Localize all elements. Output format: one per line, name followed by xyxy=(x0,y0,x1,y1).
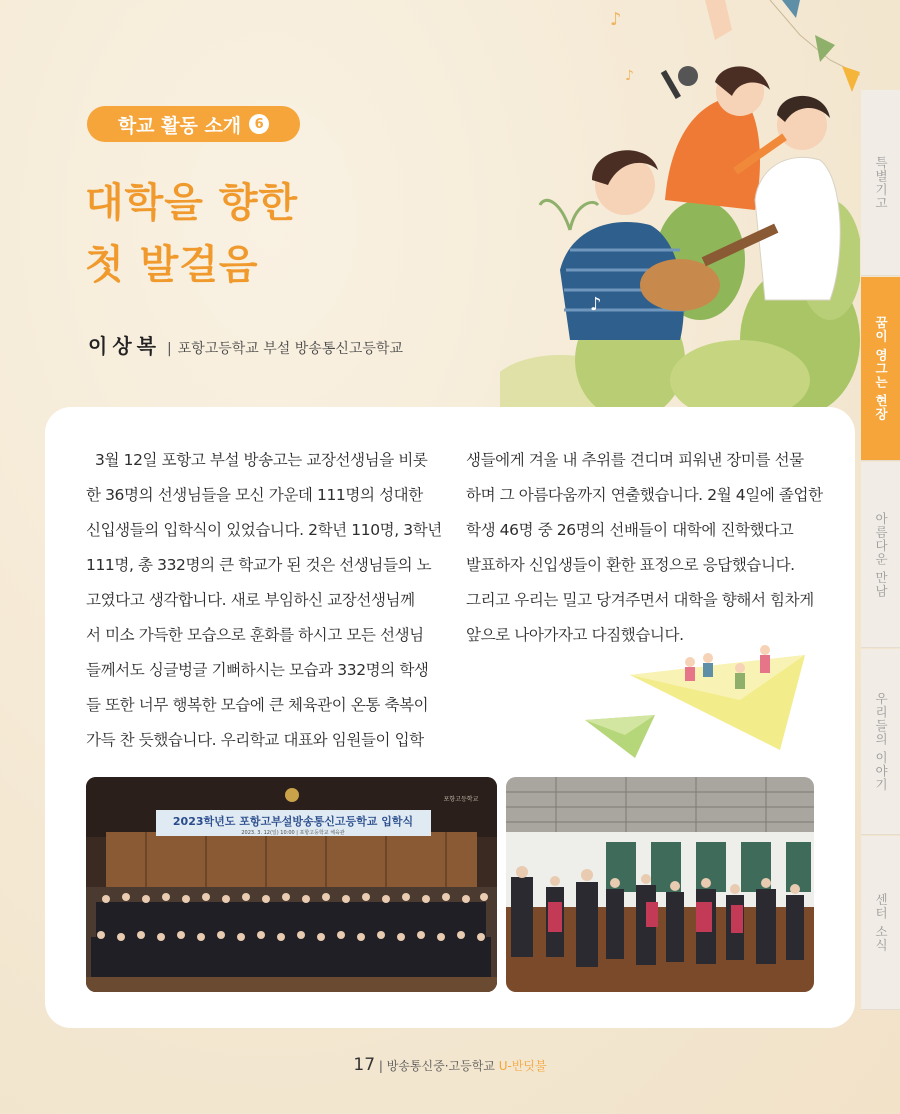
article-column-right xyxy=(466,443,823,653)
page-number: 17 xyxy=(353,1055,376,1075)
svg-text:♪: ♪ xyxy=(590,294,602,315)
body-line: 앞으로 나아가자고 다짐했습니다. xyxy=(466,626,684,644)
publication-name: 방송통신중·고등학교 xyxy=(386,1059,495,1073)
musicians-illustration xyxy=(500,0,860,420)
section-number-icon: 6 xyxy=(249,114,269,134)
article-column-left xyxy=(86,443,442,758)
body-line: 발표하자 신입생들이 환한 표정으로 응답했습니다. xyxy=(466,556,795,574)
footer-separator: | xyxy=(378,1059,383,1073)
body-line: 하며 그 아름다움까지 연출했습니다. 2월 4일에 졸업한 xyxy=(466,486,823,504)
side-tab-encounter[interactable] xyxy=(861,462,900,648)
body-line: 신입생들의 입학식이 있었습니다. 2학년 110명, 3학년 xyxy=(86,521,442,539)
gymnasium-ceremony-photo xyxy=(506,777,814,992)
page-footer xyxy=(0,1055,900,1075)
side-tab-label: 센터 소식 xyxy=(873,893,889,952)
section-side-tabs xyxy=(861,90,900,1010)
body-line: 111명, 총 332명의 큰 학교가 된 것은 선생님들의 노 xyxy=(86,556,432,574)
author-name: 이상복 xyxy=(88,334,161,358)
body-line: 한 36명의 선생님들을 모신 가운데 111명의 성대한 xyxy=(86,486,423,504)
body-line: 가득 찬 듯했습니다. 우리학교 대표와 임원들이 입학 xyxy=(86,731,424,749)
banner-text: 2023학년도 포항고부설방송통신고등학교 입학식 xyxy=(172,815,414,828)
body-line: 3월 12일 포항고 부설 방송고는 교장선생님을 비롯 xyxy=(86,451,428,469)
side-tab-field[interactable] xyxy=(861,277,900,461)
section-badge-label: 학교 활동 소개 xyxy=(117,114,242,137)
side-tab-label: 아름다운 만남 xyxy=(873,511,889,598)
title-line-1: 대학을 향한 xyxy=(85,180,299,226)
body-line: 학생 46명 중 26명의 선배들이 대학에 진학했다고 xyxy=(466,521,794,539)
section-badge xyxy=(87,106,300,142)
wall-text: 포항고등학교 xyxy=(443,796,479,803)
side-tab-label: 특별기고 xyxy=(873,155,889,210)
svg-text:♪: ♪ xyxy=(610,9,622,30)
body-line: 서 미소 가득한 모습으로 훈화를 하시고 모든 선생님 xyxy=(86,626,424,644)
author-affiliation: 포항고등학교 부설 방송통신고등학교 xyxy=(177,341,403,357)
title-line-2: 첫 발걸음 xyxy=(85,242,259,288)
body-line: 고였다고 생각합니다. 새로 부임하신 교장선생님께 xyxy=(86,591,415,609)
body-line: 들 또한 너무 행복한 모습에 큰 체육관이 온통 축복이 xyxy=(86,696,429,714)
paper-airplane-illustration xyxy=(580,640,810,770)
byline xyxy=(88,330,403,359)
body-line: 생들에게 겨울 내 추위를 견디며 피워낸 장미를 선물 xyxy=(466,451,804,469)
byline-separator: | xyxy=(166,341,172,357)
side-tab-label: 우리들의 이야기 xyxy=(873,691,889,792)
side-tab-special[interactable] xyxy=(861,90,900,276)
body-line: 그리고 우리는 밀고 당겨주면서 대학을 향해서 힘차게 xyxy=(466,591,814,609)
article-title xyxy=(85,172,298,296)
body-line: 들께서도 싱글벙글 기뻐하시는 모습과 332명의 학생 xyxy=(86,661,429,679)
banner-subtext: 2023. 3. 12(일) 10:00 | 포항고등학교 체육관 xyxy=(241,830,345,836)
ceremony-group-photo xyxy=(86,777,497,992)
svg-text:♪: ♪ xyxy=(625,68,634,84)
side-tab-news[interactable] xyxy=(861,836,900,1010)
side-tab-label: 꿈이 영그는 현장 xyxy=(873,315,889,422)
brand-name: U-반딧불 xyxy=(498,1059,547,1073)
side-tab-stories[interactable] xyxy=(861,649,900,835)
